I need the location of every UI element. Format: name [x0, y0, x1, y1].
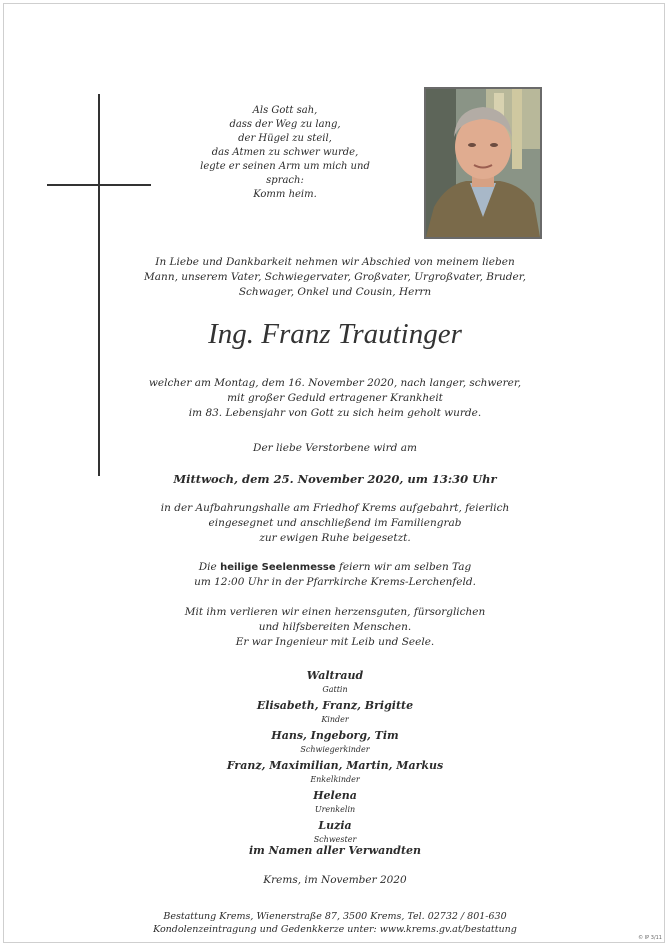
death-notice-line: mit großer Geduld ertragener Krankheit	[227, 392, 443, 404]
family-names: Hans, Ingeborg, Tim	[271, 729, 399, 742]
mass-prefix: Die	[198, 561, 221, 573]
poem-line: der Hügel zu steil,	[238, 133, 332, 144]
burial-details	[60, 501, 610, 546]
poem-line: Als Gott sah,	[252, 105, 318, 116]
portrait-photo	[424, 87, 542, 239]
poem-line: sprach:	[266, 175, 304, 186]
footer-website: Kondolenzeintragung und Gedenkkerze unter: www.krems.gv.at/bestattung	[153, 924, 517, 935]
deceased-name: Ing. Franz Trautinger	[208, 318, 462, 350]
mass-line-1	[60, 560, 610, 575]
family-list	[60, 668, 610, 848]
footer	[60, 910, 610, 936]
portrait-image	[426, 89, 540, 237]
poem-line: legte er seinen Arm um mich und	[200, 161, 370, 172]
funeral-date: Mittwoch, dem 25. November 2020, um 13:30 Uhr	[173, 472, 497, 486]
family-role: Kinder	[321, 715, 349, 724]
family-role: Urenkelin	[314, 805, 356, 814]
family-role: Enkelkinder	[310, 775, 360, 784]
death-notice-line: im 83. Lebensjahr von Gott zu sich heim geholt wurde.	[188, 407, 482, 419]
tribute-line: Mit ihm verlieren wir einen herzensguten, fürsorglichen	[184, 606, 486, 618]
tribute-line: und hilfsbereiten Menschen.	[258, 621, 412, 633]
family-entry	[60, 668, 610, 696]
burial-line: eingesegnet und anschließend im Familiengrab	[208, 517, 462, 529]
intro-line: Schwager, Onkel und Cousin, Herrn	[238, 286, 432, 298]
burial-line: in der Aufbahrungshalle am Friedhof Krems aufgebahrt, feierlich	[160, 502, 510, 514]
family-names: Franz, Maximilian, Martin, Markus	[226, 759, 444, 772]
burial-line: zur ewigen Ruhe beigesetzt.	[259, 532, 411, 544]
family-entry	[60, 698, 610, 726]
poem-line: dass der Weg zu lang,	[229, 119, 341, 130]
death-notice	[60, 376, 610, 421]
family-entry	[60, 728, 610, 756]
place-date: Krems, im November 2020	[263, 874, 407, 886]
intro-line: In Liebe und Dankbarkeit nehmen wir Abschied von meinem lieben	[155, 256, 515, 268]
intro-line: Mann, unserem Vater, Schwiegervater, Großvater, Urgroßvater, Bruder,	[144, 271, 526, 283]
mass-line-2: um 12:00 Uhr in der Pfarrkirche Krems-Lerchenfeld.	[194, 576, 476, 588]
intro-text	[60, 255, 610, 300]
poem	[200, 104, 370, 202]
family-entry	[60, 818, 610, 846]
tribute	[60, 605, 610, 650]
family-role: Schwester	[313, 835, 357, 844]
mass-bold: heilige Seelenmesse	[220, 562, 336, 573]
death-notice-line: welcher am Montag, dem 16. November 2020, nach langer, schwerer,	[148, 377, 522, 389]
burial-intro	[60, 441, 610, 456]
family-entry	[60, 758, 610, 786]
poem-line: das Atmen zu schwer wurde,	[211, 147, 359, 158]
family-names: Waltraud	[306, 669, 364, 682]
mass-suffix: feiern wir am selben Tag	[335, 561, 472, 573]
family-entry	[60, 788, 610, 816]
cross-horizontal-bar	[47, 184, 151, 186]
burial-intro-line: Der liebe Verstorbene wird am	[253, 442, 417, 454]
family-names: Elisabeth, Franz, Brigitte	[256, 699, 414, 712]
poem-line: Komm heim.	[253, 189, 317, 200]
tribute-line: Er war Ingenieur mit Leib und Seele.	[235, 636, 435, 648]
family-role: Gattin	[322, 685, 348, 694]
footer-address: Bestattung Krems, Wienerstraße 87, 3500 Krems, Tel. 02732 / 801-630	[163, 911, 507, 922]
family-role: Schwiegerkinder	[300, 745, 370, 754]
family-names: Luzia	[318, 819, 352, 832]
closing-line: im Namen aller Verwandten	[248, 844, 422, 857]
print-code: © IP 3/11	[638, 935, 662, 941]
mass-notice	[60, 560, 610, 590]
family-names: Helena	[313, 789, 357, 802]
